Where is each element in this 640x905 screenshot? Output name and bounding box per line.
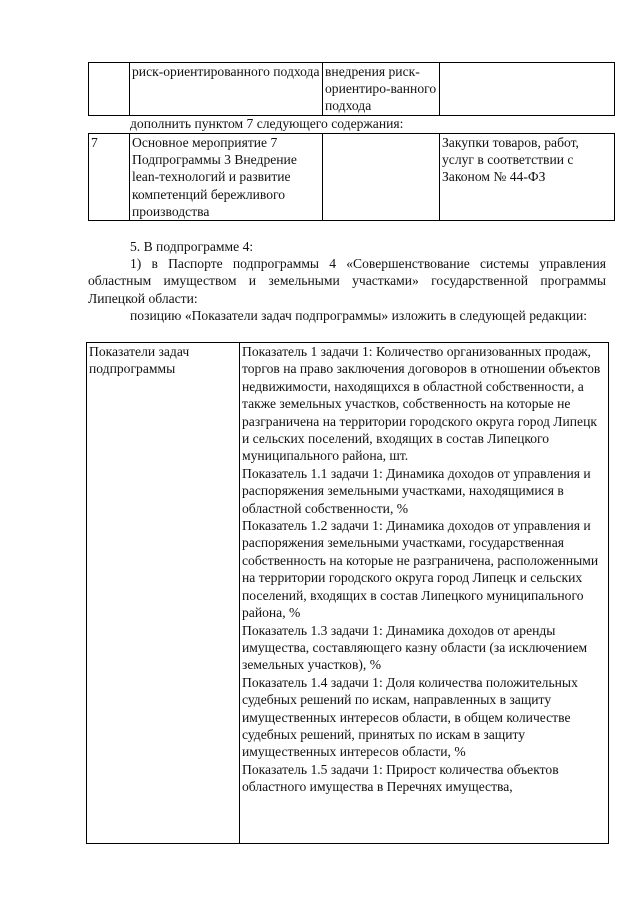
table-cell [440,63,615,116]
table-cell [323,134,440,221]
table-cell: Закупки товаров, работ, услуг в соответствии с Законом № 44-ФЗ [440,134,615,221]
table-cell: риск-ориентированного подхода [130,63,323,116]
row-number-cell: 7 [89,134,130,221]
table-cell: внедрения риск-ориентиро-ванного подхода [323,63,440,116]
indicator-item: Показатель 1.1 задачи 1: Динамика доходов от управления и распоряжения земельными участками, находящимися в областной собственности, % [242,465,591,516]
indicator-item: Показатель 1.5 задачи 1: Прирост количества объектов областного имущества в Перечнях имущества, [242,761,559,795]
indicators-list-cell [240,343,609,844]
indicators-table [86,342,609,844]
table-cell: Основное мероприятие 7 Подпрограммы 3 Внедрение lean-технологий и развитие компетенций бережливого производства [130,134,323,221]
paragraph: позицию «Показатели задач подпрограммы» изложить в следующей редакции: [130,308,588,323]
paragraph: 1) в Паспорте подпрограммы 4 «Совершенствование системы управления областным имуществом и земельными участками» государственной программы Липецкой области: [88,256,606,306]
table-row [89,134,615,221]
section-heading: 5. В подпрограмме 4: [130,239,254,254]
indicator-item: Показатель 1.2 задачи 1: Динамика доходов от управления и распоряжения земельными участками, государственная собственность на которые не разграничена, расположенными на территории городского округа город Липецк и сельских поселений, входящих в состав Липецкого муниципального района, % [242,518,599,621]
indicator-item: Показатель 1 задачи 1: Количество организованных продаж, торгов на право заключения договоров в отношении объектов недвижимости, находящихся в областной собственности, а также земельных участков, собственность на которые не разграничена на территории городского округа город Липецк и сельских поселений, входящих в состав Липецкого муниципального района, шт. [242,344,601,464]
table-item-7 [88,133,615,221]
indicator-item: Показатель 1.4 задачи 1: Доля количества положительных судебных решений по искам, направленных в защиту имущественных интересов области, в общем количестве судебных решений, принятых по искам в защиту имущественных интересов области, % [242,674,578,760]
table-row [89,63,615,116]
table-top-fragment [88,62,615,116]
table-row [87,343,609,844]
indicators-label-cell: Показатели задач подпрограммы [87,343,240,844]
row-number-cell [89,63,130,116]
amendment-note: дополнить пунктом 7 следующего содержания: [130,116,404,131]
indicator-item: Показатель 1.3 задачи 1: Динамика доходов от аренды имущества, составляющего казну области (за исключением земельных участков), % [242,622,588,673]
